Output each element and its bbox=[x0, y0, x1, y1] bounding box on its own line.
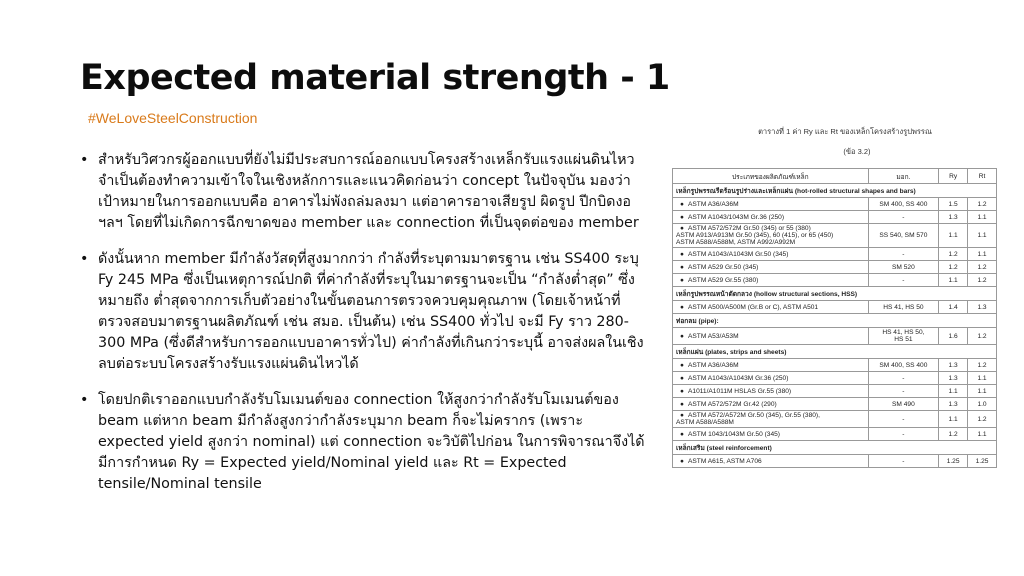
ry-rt-table-figure bbox=[672, 126, 1002, 468]
row-bullet-icon: ● bbox=[680, 430, 684, 438]
rt-cell: 1.1 bbox=[968, 428, 997, 441]
product-cell bbox=[673, 398, 869, 411]
product-spec: ASTM A572/572M Gr.42 (290) bbox=[688, 400, 777, 408]
bullet-dot-icon: • bbox=[80, 152, 89, 168]
header-tis: มอก. bbox=[868, 169, 939, 184]
product-cell bbox=[673, 198, 869, 211]
rt-cell: 1.1 bbox=[968, 372, 997, 385]
ry-cell: 1.2 bbox=[939, 261, 968, 274]
row-bullet-icon: ● bbox=[680, 250, 684, 258]
ry-cell: 1.3 bbox=[939, 211, 968, 224]
group-label: เหล็กรูปพรรณรีดร้อนรูปร่างและเหล็กแผ่น (hot-rolled structural shapes and bars) bbox=[673, 184, 997, 198]
rt-cell: 1.2 bbox=[968, 198, 997, 211]
product-cell bbox=[673, 328, 869, 345]
rt-cell: 1.2 bbox=[968, 359, 997, 372]
row-bullet-icon: ● bbox=[680, 276, 684, 284]
rt-cell: 1.3 bbox=[968, 301, 997, 314]
table-row bbox=[673, 198, 997, 211]
tis-cell: - bbox=[868, 428, 939, 441]
ry-cell: 1.25 bbox=[939, 455, 968, 468]
row-bullet-icon: ● bbox=[680, 225, 684, 232]
product-spec: ASTM A1043/A1043M Gr.50 (345) bbox=[688, 250, 789, 258]
tis-cell: - bbox=[868, 385, 939, 398]
bullet-dot-icon: • bbox=[80, 251, 89, 267]
product-cell bbox=[673, 359, 869, 372]
product-cell bbox=[673, 428, 869, 441]
header-rt: Rt bbox=[968, 169, 997, 184]
row-bullet-icon: ● bbox=[680, 387, 684, 395]
bullet-text: สำหรับวิศวกรผู้ออกแบบที่ยังไม่มีประสบการณ์ออกแบบโครงสร้างเหล็กรับแรงแผ่นดินไหว จำเป็นต้องทำความเข้าใจในเชิงหลักการและแนวคิดก่อนว่า concept ในปัจจุบัน มองว่า เป้าหมายในการออกแบบคือ อาคารไม่พังถล่มลงมา แต่อาคารอาจเสียรูป ผิดรูป ปีกบิดงอ ฯลฯ โดยที่ไม่เกิดการฉีกขาดของ member และ connection ที่เป็นจุดต่อของ member bbox=[98, 152, 639, 231]
table-row bbox=[673, 211, 997, 224]
product-cell bbox=[673, 301, 869, 314]
tis-cell: - bbox=[868, 372, 939, 385]
product-spec: ASTM A529 Gr.50 (345) bbox=[688, 263, 759, 271]
header-ry: Ry bbox=[939, 169, 968, 184]
rt-cell: 1.2 bbox=[968, 328, 997, 345]
product-spec: ASTM A572/572M Gr.50 (345) or 55 (380) ASTM A913/A913M Gr.50 (345), 60 (415), or 65 (450) ASTM A588/A588M, ASTM A992/A992M bbox=[676, 225, 834, 246]
product-cell bbox=[673, 385, 869, 398]
ry-cell: 1.6 bbox=[939, 328, 968, 345]
product-spec: ASTM A1043/A1043M Gr.36 (250) bbox=[688, 374, 789, 382]
product-cell bbox=[673, 455, 869, 468]
slide-title: Expected material strength - 1 bbox=[80, 58, 670, 98]
tis-cell: - bbox=[868, 411, 939, 428]
row-bullet-icon: ● bbox=[680, 332, 684, 340]
product-cell bbox=[673, 248, 869, 261]
table-row bbox=[673, 261, 997, 274]
bullet-text: ดังนั้นหาก member มีกำลังวัสดุที่สูงมากกว่า กำลังที่ระบุตามมาตรฐาน เช่น SS400 ระบุ Fy 245 MPa ซึ่งเป็นเหตุการณ์ปกติ ที่ค่ากำลังที่ระบุในมาตรฐานจะเป็น “กำลังต่ำสุด” ซึ่งหมายถึง ต่ำสุดจากการเก็บตัวอย่างในขั้นตอนการตรวจควบคุมคุณภาพ (โดยเจ้าหน้าที่ตรวจสอบมาตรฐานผลิตภัณฑ์ เช่น สมอ. เป็นต้น) เช่น SS400 ทั่วไป จะมี Fy ราว 280-300 MPa (ซึ่งดีสำหรับการออกแบบอาคารทั่วไป) ค่ากำลังที่เกินกว่าระบุนี้ อาจส่งผลในเชิงลบต่อระบบโครงสร้างรับแรงแผ่นดินไหวได้ bbox=[98, 251, 644, 372]
group-label: เหล็กรูปพรรณหน้าตัดกลวง (hollow structural sections, HSS) bbox=[673, 287, 997, 301]
rt-cell: 1.0 bbox=[968, 398, 997, 411]
table-row bbox=[673, 372, 997, 385]
table-row bbox=[673, 224, 997, 248]
ry-cell: 1.3 bbox=[939, 359, 968, 372]
tis-cell: - bbox=[868, 248, 939, 261]
product-spec: ASTM A36/A36M bbox=[688, 361, 739, 369]
product-spec: ASTM 1043/1043M Gr.50 (345) bbox=[688, 430, 780, 438]
product-cell bbox=[673, 261, 869, 274]
group-label: ท่อกลม (pipe): bbox=[673, 314, 997, 328]
tis-cell: - bbox=[868, 211, 939, 224]
tis-cell: HS 41, HS 50, HS 51 bbox=[868, 328, 939, 345]
product-spec: A1011/A1011M HSLAS Gr.55 (380) bbox=[688, 387, 792, 395]
table-row bbox=[673, 455, 997, 468]
ry-rt-table bbox=[672, 168, 997, 468]
table-row bbox=[673, 385, 997, 398]
ry-cell: 1.2 bbox=[939, 248, 968, 261]
row-bullet-icon: ● bbox=[680, 457, 684, 465]
row-bullet-icon: ● bbox=[680, 213, 684, 221]
row-bullet-icon: ● bbox=[680, 200, 684, 208]
product-spec: ASTM A572/A572M Gr.50 (345), Gr.55 (380), ASTM A588/A588M bbox=[676, 412, 820, 426]
group-label: เหล็กแผ่น (plates, strips and sheets) bbox=[673, 345, 997, 359]
ry-cell: 1.1 bbox=[939, 274, 968, 287]
bullet-item bbox=[76, 390, 648, 495]
bullet-list bbox=[76, 150, 648, 510]
table-row bbox=[673, 398, 997, 411]
table-row bbox=[673, 411, 997, 428]
row-bullet-icon: ● bbox=[680, 303, 684, 311]
product-cell bbox=[673, 274, 869, 287]
tis-cell: SM 400, SS 400 bbox=[868, 359, 939, 372]
group-label: เหล็กเสริม (steel reinforcement) bbox=[673, 441, 997, 455]
rt-cell: 1.25 bbox=[968, 455, 997, 468]
ry-cell: 1.4 bbox=[939, 301, 968, 314]
table-group-row bbox=[673, 287, 997, 301]
product-spec: ASTM A53/A53M bbox=[688, 332, 739, 340]
product-cell bbox=[673, 211, 869, 224]
rt-cell: 1.1 bbox=[968, 211, 997, 224]
ry-cell: 1.3 bbox=[939, 398, 968, 411]
tis-cell: SM 490 bbox=[868, 398, 939, 411]
table-group-row bbox=[673, 441, 997, 455]
product-cell bbox=[673, 372, 869, 385]
ry-cell: 1.1 bbox=[939, 385, 968, 398]
row-bullet-icon: ● bbox=[680, 263, 684, 271]
ry-cell: 1.3 bbox=[939, 372, 968, 385]
table-row bbox=[673, 248, 997, 261]
ry-cell: 1.2 bbox=[939, 428, 968, 441]
product-spec: ASTM A500/A500M (Gr.B or C), ASTM A501 bbox=[688, 303, 819, 311]
table-row bbox=[673, 359, 997, 372]
rt-cell: 1.1 bbox=[968, 248, 997, 261]
product-cell bbox=[673, 224, 869, 248]
tis-cell: SM 400, SS 400 bbox=[868, 198, 939, 211]
table-group-row bbox=[673, 314, 997, 328]
product-spec: ASTM A1043/1043M Gr.36 (250) bbox=[688, 213, 785, 221]
product-spec: ASTM A529 Gr.55 (380) bbox=[688, 276, 759, 284]
table-group-row bbox=[673, 184, 997, 198]
row-bullet-icon: ● bbox=[680, 400, 684, 408]
bullet-item bbox=[76, 249, 648, 375]
product-spec: ASTM A615, ASTM A706 bbox=[688, 457, 762, 465]
table-row bbox=[673, 274, 997, 287]
bullet-text: โดยปกติเราออกแบบกำลังรับโมเมนต์ของ connection ให้สูงกว่ากำลังรับโมเมนต์ของ beam แต่หาก beam มีกำลังสูงกว่ากำลังระบุมาก beam ก็จะไม่ครากร (เพราะ expected yield สูงกว่า nominal) แต่ connection จะวิบัติไปก่อน ในการพิจารณาจึงได้มีการกำหนด Ry = Expected yield/Nominal yield และ Rt = Expected tensile/Nominal tensile bbox=[98, 392, 645, 492]
hashtag: #WeLoveSteelConstruction bbox=[88, 110, 258, 126]
row-bullet-icon: ● bbox=[680, 361, 684, 369]
header-product: ประเภทของผลิตภัณฑ์เหล็ก bbox=[673, 169, 869, 184]
ry-cell: 1.1 bbox=[939, 224, 968, 248]
table-row bbox=[673, 328, 997, 345]
table-row bbox=[673, 301, 997, 314]
tis-cell: - bbox=[868, 455, 939, 468]
table-clause: (ข้อ 3.2) bbox=[843, 147, 871, 156]
ry-cell: 1.1 bbox=[939, 411, 968, 428]
rt-cell: 1.1 bbox=[968, 385, 997, 398]
tis-cell: SS 540, SM 570 bbox=[868, 224, 939, 248]
table-caption: ตารางที่ 1 ค่า Ry และ Rt ของเหล็กโครงสร้างรูปพรรณ bbox=[758, 127, 932, 136]
tis-cell: SM 520 bbox=[868, 261, 939, 274]
rt-cell: 1.2 bbox=[968, 261, 997, 274]
product-cell bbox=[673, 411, 869, 428]
tis-cell: - bbox=[868, 274, 939, 287]
row-bullet-icon: ● bbox=[680, 412, 684, 419]
bullet-dot-icon: • bbox=[80, 392, 89, 408]
ry-cell: 1.5 bbox=[939, 198, 968, 211]
rt-cell: 1.2 bbox=[968, 274, 997, 287]
rt-cell: 1.1 bbox=[968, 224, 997, 248]
row-bullet-icon: ● bbox=[680, 374, 684, 382]
table-body bbox=[673, 184, 997, 468]
rt-cell: 1.2 bbox=[968, 411, 997, 428]
product-spec: ASTM A36/A36M bbox=[688, 200, 739, 208]
tis-cell: HS 41, HS 50 bbox=[868, 301, 939, 314]
table-group-row bbox=[673, 345, 997, 359]
bullet-item bbox=[76, 150, 648, 234]
table-row bbox=[673, 428, 997, 441]
